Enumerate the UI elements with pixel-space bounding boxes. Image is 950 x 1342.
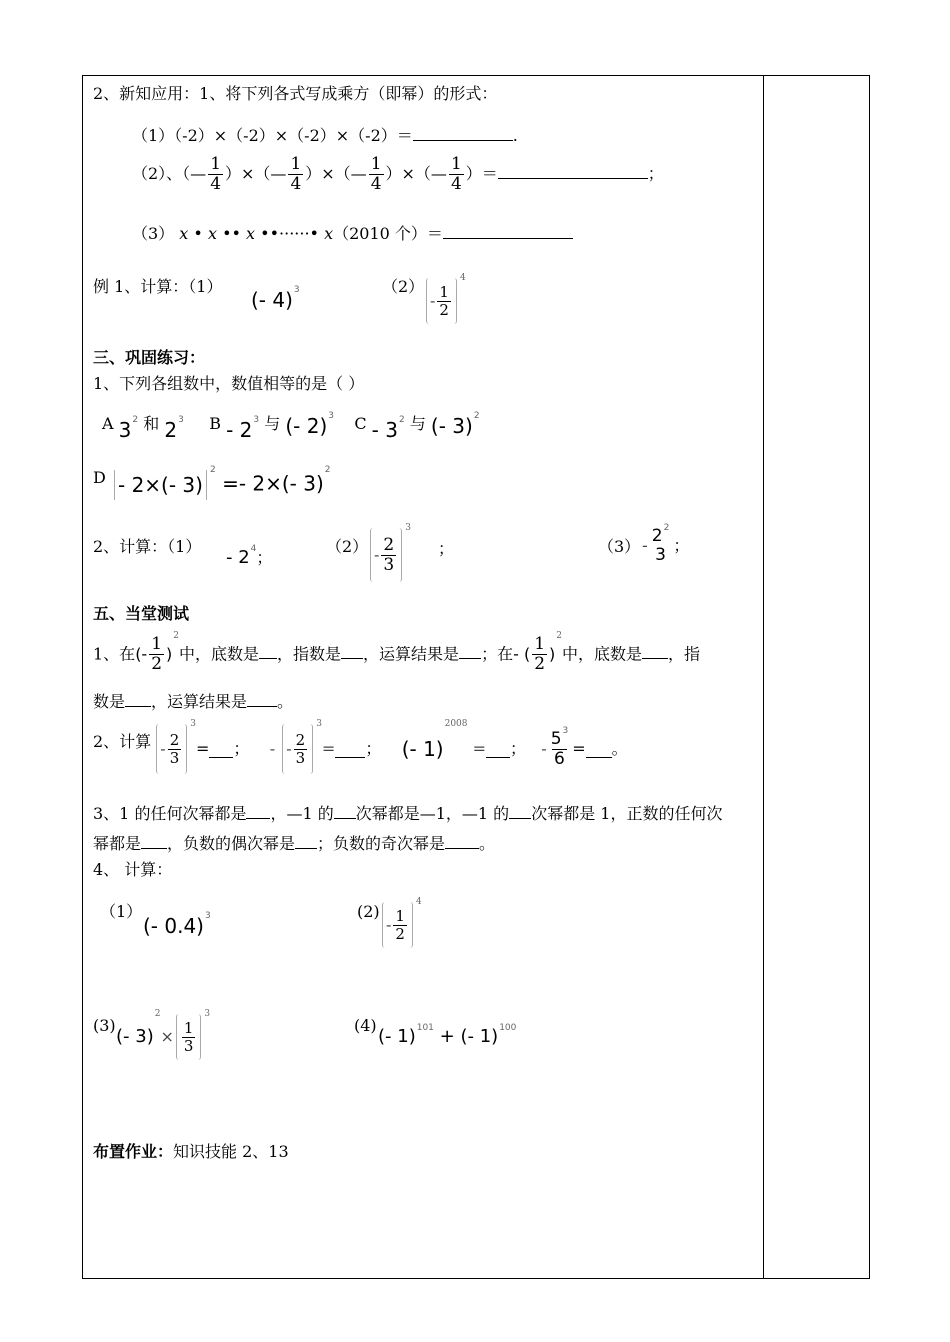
dot: •	[193, 224, 203, 243]
exponent: 3	[316, 719, 322, 729]
example-label: 例 1、计算：（1）	[93, 277, 223, 296]
sec3-q2-label: 2、计算：（1）	[93, 537, 202, 556]
exponent: 3	[253, 415, 260, 425]
expr: =- 2×(- 3)	[222, 471, 324, 496]
text: ；在	[481, 644, 514, 664]
fraction	[208, 156, 223, 193]
calc-4-expr	[378, 1023, 517, 1047]
expr: (- 1)	[460, 1026, 499, 1047]
calc-2-label: (2)	[357, 902, 380, 921]
and: 与	[264, 414, 281, 433]
sec2-q1-end: .	[512, 126, 518, 145]
homework	[93, 1144, 289, 1160]
paren-box	[156, 724, 187, 774]
sec2-q1-text: （1）（-2）×（-2）×（-2）×（-2）＝	[132, 126, 413, 145]
sec5-t4: 4、 计算：	[93, 860, 173, 879]
dots: ••	[222, 224, 241, 243]
sec2-q2-close: ）＝	[465, 164, 498, 183]
option-row-abc	[102, 411, 480, 442]
answer-blank	[509, 802, 531, 819]
exponent: 2008	[444, 719, 468, 729]
base: - 2	[226, 418, 253, 442]
var-x: x	[246, 224, 256, 243]
answer-blank	[413, 124, 513, 141]
var-x: x	[324, 224, 334, 243]
period: 。	[611, 739, 628, 758]
calc-3-label: (3)	[93, 1016, 116, 1035]
semicolon: ；	[438, 539, 455, 558]
semicolon: ；	[233, 739, 250, 758]
answer-blank	[341, 642, 363, 659]
expr: - 2×(- 3)	[118, 473, 203, 497]
semicolon: ；	[365, 739, 382, 758]
calc-4-label: (4)	[354, 1016, 377, 1035]
expr: (- 1)	[378, 1026, 416, 1047]
text: 次幂都是 1，正数的任何次	[531, 804, 723, 823]
sec2-q2-prefix: （2）、（—	[132, 164, 207, 183]
var-x: x	[207, 224, 217, 243]
example-label-2: （2）	[382, 277, 425, 296]
calc-1-expr	[143, 911, 211, 938]
answer-blank	[335, 741, 365, 758]
denominator: 2	[534, 654, 546, 674]
answer-blank	[141, 832, 167, 849]
fraction	[182, 1018, 196, 1055]
dots: ••······•	[260, 224, 319, 243]
semicolon: ；	[673, 536, 690, 555]
exponent: 3	[293, 285, 300, 295]
option-a-expr-2	[164, 415, 184, 442]
text: 数是	[93, 692, 126, 711]
denominator: 4	[450, 174, 462, 194]
denominator: 3	[295, 748, 306, 767]
exponent: 4	[415, 897, 422, 907]
and: 与	[409, 414, 426, 433]
fraction	[549, 725, 571, 769]
base: (- 3)	[430, 414, 473, 438]
exponent: 100	[499, 1023, 517, 1033]
exponent: 2	[173, 631, 180, 641]
minus: -	[541, 739, 547, 758]
minus: -	[269, 739, 276, 758]
expr: (- 0.4)	[143, 914, 204, 938]
sec2-q3-suffix: （2010 个）＝	[333, 224, 443, 243]
expr: - 2	[226, 547, 250, 568]
answer-blank	[334, 802, 356, 819]
answer-blank	[295, 832, 317, 849]
option-d-label: D	[93, 468, 106, 487]
exponent: 2	[324, 465, 331, 475]
numerator: 1	[370, 154, 382, 174]
answer-blank	[247, 690, 277, 707]
sec5-t1-line2	[93, 690, 293, 710]
sec2-q2-mid: ）×（—	[305, 164, 367, 183]
exponent: 2	[473, 411, 480, 421]
answer-blank	[498, 162, 648, 179]
minus: -	[386, 915, 392, 934]
denominator: 4	[370, 174, 382, 194]
answer-blank	[486, 741, 510, 758]
text: 幂都是	[93, 834, 142, 853]
sec5-title: 五、当堂测试	[93, 604, 190, 623]
numerator: 1	[439, 282, 449, 301]
text: 。	[277, 692, 294, 711]
semicolon: ；	[510, 739, 527, 758]
fraction	[449, 156, 464, 193]
denominator: 4	[290, 174, 302, 194]
fraction	[168, 730, 182, 767]
option-a-expr	[118, 415, 139, 442]
fraction	[294, 730, 308, 767]
denominator: 2	[395, 924, 405, 943]
exponent: 2	[209, 465, 216, 475]
homework-text: 知识技能 2、13	[173, 1142, 289, 1161]
answer-blank	[246, 802, 270, 819]
expr: (- 4)	[251, 288, 293, 312]
minus: -	[160, 739, 166, 758]
numerator: 1	[290, 154, 302, 174]
denominator: 2	[151, 654, 163, 674]
expr: (- 1)	[401, 737, 444, 761]
text: 2、计算	[93, 732, 152, 751]
fraction	[650, 523, 672, 565]
answer-blank	[125, 690, 151, 707]
sec5-t2	[93, 719, 628, 774]
exponent: 4	[459, 273, 466, 283]
example-expr-2	[424, 273, 466, 324]
text: ，—1 的	[270, 804, 334, 823]
text: ；负数的奇次幂是	[317, 834, 446, 853]
column-divider	[763, 75, 764, 1279]
answer-blank	[443, 222, 573, 239]
paren-box	[426, 278, 457, 324]
equals: =	[321, 739, 336, 758]
paren-close: )	[166, 644, 173, 664]
base: 5	[550, 728, 562, 749]
text: ，负数的偶次幂是	[167, 834, 296, 853]
exponent: 4	[250, 544, 257, 554]
numerator: 2	[295, 730, 306, 749]
answer-blank	[259, 642, 277, 659]
text: 次幂都是—1，—1 的	[355, 804, 510, 823]
sec3-q2b-label: （2）	[326, 537, 369, 556]
paren-box	[282, 724, 313, 774]
numerator: 1	[151, 634, 163, 654]
numerator: 1	[210, 154, 222, 174]
option-a-label: A	[102, 414, 114, 433]
exponent: 3	[178, 415, 184, 425]
plus: +	[439, 1026, 455, 1047]
numerator: 1	[534, 634, 546, 654]
equals: =	[472, 739, 486, 758]
base: - 3	[371, 418, 398, 442]
times: ×	[160, 1027, 174, 1046]
equals: =	[572, 739, 586, 758]
denominator: 3	[383, 554, 395, 575]
answer-blank	[642, 642, 668, 659]
option-c-expr	[371, 415, 405, 442]
text: 中，底数是	[562, 644, 643, 664]
minus: -	[642, 536, 648, 555]
exponent: 3	[405, 523, 411, 533]
sec5-t3-line1	[93, 802, 722, 822]
denominator: 2	[439, 300, 449, 319]
option-d-expr	[112, 465, 331, 500]
and: 和	[143, 414, 160, 433]
var-x: x	[179, 224, 189, 243]
answer-blank	[209, 741, 233, 758]
answer-blank	[459, 642, 481, 659]
denominator: 3	[655, 545, 666, 565]
option-b-expr-2	[285, 411, 334, 438]
calc-3-expr	[116, 1009, 211, 1060]
paren-box	[382, 902, 413, 948]
numerator	[650, 523, 672, 546]
sec3-q2c-label: （3）	[598, 537, 641, 556]
fraction	[381, 534, 396, 575]
answer-blank	[586, 741, 612, 758]
exponent: 2	[663, 523, 670, 533]
option-c-expr-2	[430, 411, 480, 438]
text: 3、1 的任何次幂都是	[93, 804, 247, 823]
denominator: 4	[210, 174, 222, 194]
numerator: 2	[383, 534, 395, 555]
denominator: 6	[554, 748, 565, 769]
fraction	[437, 282, 451, 319]
sec3-title: 三、巩固练习：	[93, 348, 206, 367]
sec2-q3	[132, 222, 573, 242]
exponent: 2	[556, 631, 562, 641]
sec5-t3-line2	[93, 832, 495, 852]
sec2-q2-mid: ）×（—	[385, 164, 447, 183]
sec2-q2-end: ；	[647, 164, 664, 183]
text: ，运算结果是	[151, 692, 248, 711]
sec3-q2b	[368, 523, 411, 582]
fraction	[369, 156, 384, 193]
sec2-q3-prefix: （3）	[132, 224, 175, 243]
paren-close: )	[549, 644, 556, 664]
text: ，指	[668, 644, 701, 664]
homework-label: 布置作业：	[93, 1142, 174, 1161]
exponent: 2	[154, 1009, 161, 1019]
sec2-q1	[132, 124, 518, 144]
paren-box	[370, 528, 402, 582]
bracket-box	[114, 470, 207, 500]
paren-open: - (	[513, 644, 531, 664]
fraction	[393, 906, 407, 943]
numerator: 1	[450, 154, 462, 174]
sec3-q2a	[226, 544, 273, 568]
text: ，指数是	[277, 644, 342, 664]
text: ，运算结果是	[363, 644, 460, 664]
numerator: 1	[395, 906, 405, 925]
text: 1、在	[93, 644, 136, 664]
exponent: 3	[328, 411, 334, 421]
exponent: 2	[132, 415, 139, 425]
example-expr-1	[251, 285, 300, 312]
sec5-t1-line1	[93, 631, 701, 674]
exponent: 3	[562, 725, 569, 736]
exponent: 3	[205, 911, 211, 921]
table-frame	[82, 75, 870, 1279]
sec2-q2-mid: ）×（—	[225, 164, 287, 183]
paren-open: (-	[135, 644, 148, 664]
numerator	[549, 725, 571, 749]
numerator: 1	[183, 1018, 194, 1037]
fraction	[532, 636, 547, 673]
sec3-q2c	[642, 523, 690, 565]
base: (- 2)	[285, 414, 328, 438]
exponent: 3	[204, 1009, 211, 1019]
option-c-label: C	[354, 414, 367, 433]
minus: -	[430, 291, 436, 310]
sec2-q2	[132, 156, 664, 193]
base: 3	[118, 418, 132, 442]
denominator: 3	[169, 748, 180, 767]
exponent: 2	[398, 415, 405, 425]
numerator: 2	[169, 730, 180, 749]
denominator: 3	[183, 1036, 194, 1055]
base: 2	[164, 418, 178, 442]
paren-box	[176, 1014, 202, 1060]
sec2-title: 2、新知应用：1、将下列各式写成乘方（即幂）的形式：	[93, 84, 498, 103]
equals: =	[195, 739, 210, 758]
minus: -	[286, 739, 292, 758]
semicolon: ；	[256, 548, 273, 567]
expr: (- 3)	[116, 1026, 154, 1047]
fraction	[149, 636, 164, 673]
fraction	[288, 156, 303, 193]
sec3-q1: 1、下列各组数中，数值相等的是（ ）	[93, 374, 365, 393]
minus: -	[374, 545, 380, 564]
text: 。	[479, 834, 496, 853]
base: 2	[651, 526, 663, 546]
calc-1-label: （1）	[100, 902, 143, 921]
answer-blank	[445, 832, 479, 849]
text: 中，底数是	[179, 644, 260, 664]
exponent: 3	[190, 719, 196, 729]
option-b-label: B	[209, 414, 221, 433]
option-b-expr	[226, 415, 260, 442]
calc-2-expr	[380, 897, 422, 948]
exponent: 101	[416, 1023, 434, 1033]
